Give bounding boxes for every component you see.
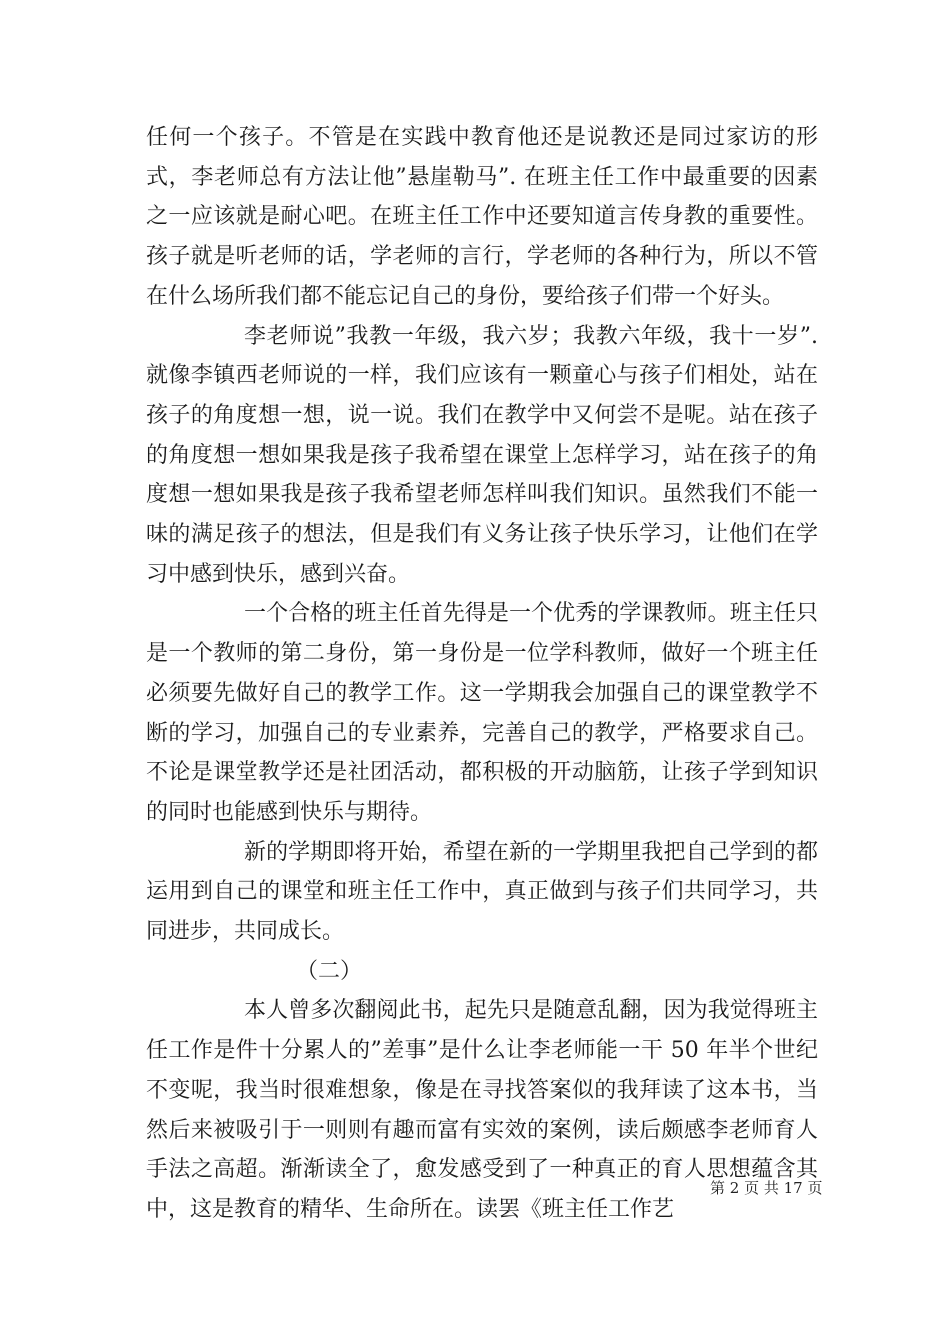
- paragraph-2: 李老师说”我教一年级，我六岁；我教六年级，我十一岁”. 就像李镇西老师说的一样，我们应该有一颗童心与孩子们相处，站在孩子的角度想一想，说一说。我们在教学中又何尝不是呢。站在孩子的角度想一想如果我是孩子我希望在课堂上怎样学习，站在孩子的角度想一想如果我是孩子我希望老师怎样叫我们知识。虽然我们不能一味的满足孩子的想法，但是我们有义务让孩子快乐学习，让他们在学习中感到快乐，感到兴奋。: [146, 323, 818, 587]
- paragraph-1: 任何一个孩子。不管是在实践中教育他还是说教还是同过家访的形式，李老师总有方法让他”悬崖勒马”. 在班主任工作中最重要的因素之一应该就是耐心吧。在班主任工作中还要知道言传身教的重要性。孩子就是听老师的话，学老师的言行，学老师的各种行为，所以不管在什么场所我们都不能忘记自己的身份，要给孩子们带一个好头。: [146, 125, 818, 309]
- document-body: [146, 118, 818, 1230]
- page-number-footer: 第 2 页 共 17 页: [710, 1179, 823, 1197]
- section-heading: （二）: [296, 958, 363, 984]
- paragraph-3: 一个合格的班主任首先得是一个优秀的学课教师。班主任只是一个教师的第二身份，第一身份是一位学科教师，做好一个班主任必须要先做好自己的教学工作。这一学期我会加强自己的课堂教学不断的学习，加强自己的专业素养，完善自己的教学，严格要求自己。不论是课堂教学还是社团活动，都积极的开动脑筋，让孩子学到知识的同时也能感到快乐与期待。: [146, 601, 818, 825]
- paragraph-5: 本人曾多次翻阅此书，起先只是随意乱翻，因为我觉得班主任工作是件十分累人的”差事”是什么让李老师能一干 50 年半个世纪不变呢，我当时很难想象，像是在寻找答案似的我拜读了这本书，当然后来被吸引于一则则有趣而富有实效的案例，读后颇感李老师育人手法之高超。渐渐读全了，愈发感受到了一种真正的育人思想蕴含其中，这是教育的精华、生命所在。读罢《班主任工作艺: [146, 998, 818, 1222]
- paragraph-4: 新的学期即将开始，希望在新的一学期里我把自己学到的都运用到自己的课堂和班主任工作中，真正做到与孩子们共同学习，共同进步，共同成长。: [146, 839, 818, 945]
